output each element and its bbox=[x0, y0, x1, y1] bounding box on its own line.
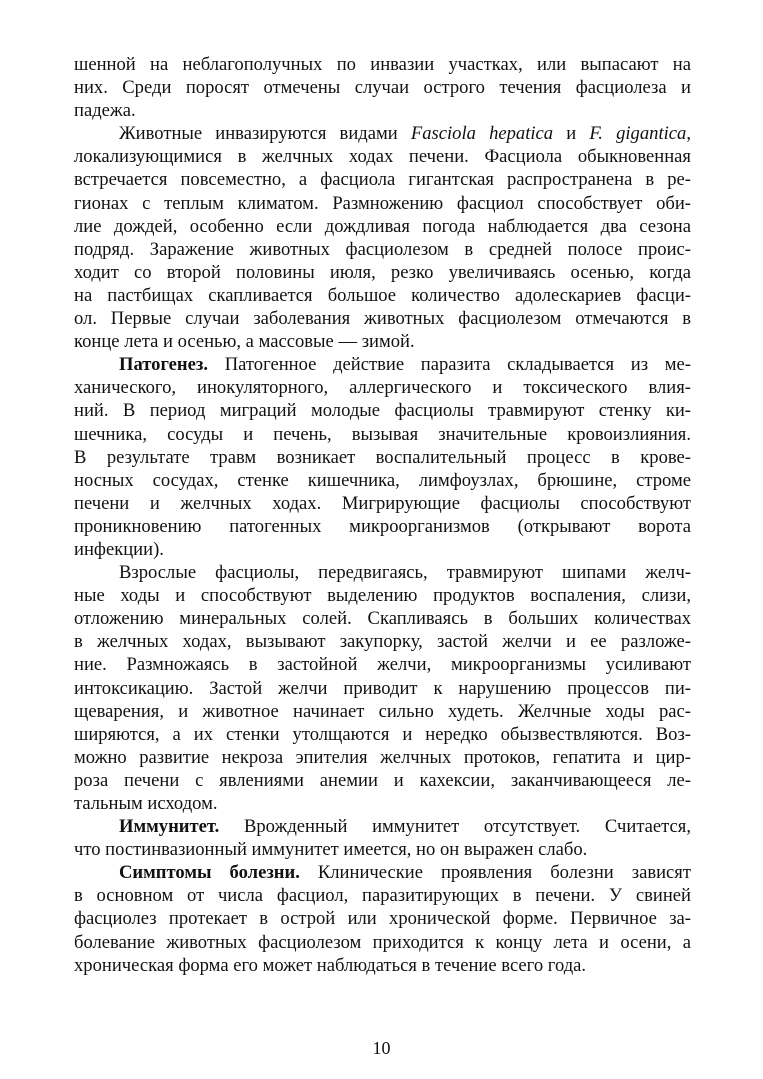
text-line: ные ходы и способствуют выделению продуктов воспаления, слизи, bbox=[74, 585, 691, 607]
species-name: F. gigantica bbox=[589, 123, 687, 145]
text-line: носных сосудах, стенке кишечника, лимфоузлах, брюшине, строме bbox=[74, 469, 691, 491]
paragraph-symptoms bbox=[74, 861, 691, 976]
text-line: ширяются, а их стенки утолщаются и нередко обызвествляются. Воз- bbox=[74, 723, 691, 745]
text-line: болевание животных фасциолезом приходится к концу лета и осени, а bbox=[74, 931, 691, 953]
text-line: локализующимися в желчных ходах печени. Фасциола обыкновенная bbox=[74, 146, 691, 168]
text-line: роза печени с явлениями анемии и кахексии, заканчивающееся ле- bbox=[74, 769, 691, 791]
text-line: подряд. Заражение животных фасциолезом в средней полосе проис- bbox=[74, 238, 691, 260]
species-name: Fasciola hepatica bbox=[410, 123, 554, 145]
text-line: что постинвазионный иммунитет имеется, но он выражен слабо. bbox=[74, 839, 588, 861]
text-line: в желчных ходах, вызывают закупорку, застой желчи и ее разложе- bbox=[74, 631, 691, 653]
text-line: Симптомы болезни. Клинические проявления болезни зависят bbox=[119, 862, 691, 884]
paragraph-pathogenesis bbox=[74, 353, 691, 561]
text-line: инфекции). bbox=[74, 538, 164, 560]
text-line: конце лета и осенью, а массовые — зимой. bbox=[74, 331, 415, 353]
text-line: Иммунитет. Врожденный иммунитет отсутствует. Считается, bbox=[119, 816, 691, 838]
page-body bbox=[74, 53, 691, 977]
text-line: шенной на неблагополучных по инвазии участках, или выпасают на bbox=[74, 54, 691, 75]
text-line: Взрослые фасциолы, передвигаясь, травмируют шипами желч- bbox=[119, 562, 691, 584]
text-line: тальным исходом. bbox=[74, 793, 218, 814]
text-line: них. Среди поросят отмечены случаи острого течения фасциолеза и bbox=[74, 77, 691, 99]
text-line: в основном от числа фасциол, паразитирующих в печени. У свиней bbox=[74, 885, 691, 907]
text-line: ходит со второй половины июля, резко увеличиваясь осенью, когда bbox=[74, 261, 691, 283]
text-line: печени и желчных ходах. Мигрирующие фасциолы способствуют bbox=[74, 492, 691, 514]
text-line: ол. Первые случаи заболевания животных фасциолезом отмечаются в bbox=[74, 308, 691, 330]
text-line: лие дождей, особенно если дождливая погода наблюдается два сезона bbox=[74, 215, 691, 237]
paragraph-adult-fasciola bbox=[74, 561, 691, 815]
text-line: Животные инвазируются видами Fasciola hepatica и F. gigantica, bbox=[119, 123, 691, 145]
paragraph-continuation bbox=[74, 53, 691, 122]
text-line: гионах с теплым климатом. Размножению фасциол способствует оби- bbox=[74, 192, 691, 214]
section-heading: Иммунитет. bbox=[119, 816, 220, 838]
text-line: встречается повсеместно, а фасциола гигантская распространена в ре- bbox=[74, 169, 691, 191]
text-line: проникновению патогенных микроорганизмов (открывают ворота bbox=[74, 515, 691, 537]
paragraph-infection bbox=[74, 122, 691, 353]
text-line: ханического, инокуляторного, аллергического и токсического влия- bbox=[74, 377, 691, 399]
text-line: Патогенез. Патогенное действие паразита складывается из ме- bbox=[119, 354, 691, 376]
section-heading: Симптомы болезни. bbox=[119, 862, 300, 884]
text-line: В результате травм возникает воспалительный процесс в крове- bbox=[74, 446, 691, 468]
paragraph-immunity bbox=[74, 815, 691, 861]
text-line: щеварения, и животное начинает сильно худеть. Желчные ходы рас- bbox=[74, 700, 691, 722]
text-line: ний. В период миграций молодые фасциолы травмируют стенку ки- bbox=[74, 400, 691, 422]
text-line: на пастбищах скапливается большое количество адолескариев фасци- bbox=[74, 284, 691, 306]
text-line: ние. Размножаясь в застойной желчи, микроорганизмы усиливают bbox=[74, 654, 691, 676]
page-number: 10 bbox=[372, 1038, 391, 1058]
text-line: отложению минеральных солей. Скапливаясь в больших количествах bbox=[74, 608, 691, 630]
text-line: интоксикацию. Застой желчи приводит к нарушению процессов пи- bbox=[74, 677, 691, 699]
text-line: падежа. bbox=[74, 100, 136, 122]
text-line: шечника, сосуды и печень, вызывая значительные кровоизлияния. bbox=[74, 423, 691, 445]
section-heading: Патогенез. bbox=[119, 354, 209, 376]
text-line: фасциолез протекает в острой или хронической форме. Первичное за- bbox=[74, 908, 691, 930]
text-line: хроническая форма его может наблюдаться в течение всего года. bbox=[74, 954, 587, 976]
text-line: можно развитие некроза эпителия желчных протоков, гепатита и цир- bbox=[74, 746, 691, 768]
